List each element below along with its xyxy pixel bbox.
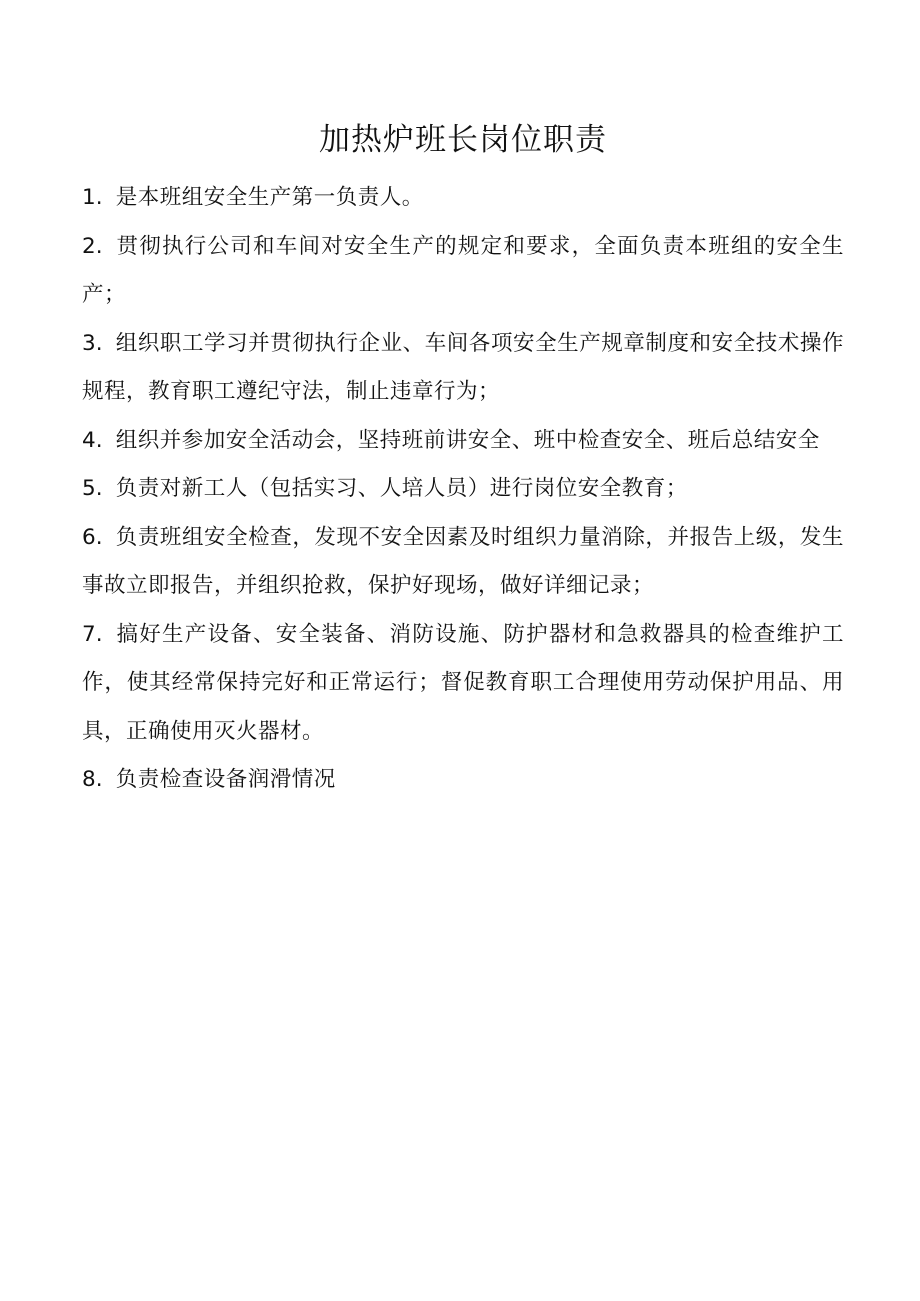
duty-list	[82, 174, 844, 805]
duty-item-number: 6	[82, 524, 96, 550]
duty-item-number: 4	[82, 427, 96, 453]
duty-item-6: 6. 负责班组安全检查，发现不安全因素及时组织力量消除，并报告上级，发生事故立即报告，并组织抢救，保护好现场，做好详细记录；	[82, 524, 844, 598]
duty-item-number: 3	[82, 330, 96, 356]
duty-item-number: 8	[82, 767, 96, 792]
duty-item-text: 是本班组安全生产第一负责人。	[115, 185, 424, 210]
duty-item-2: 2. 贯彻执行公司和车间对安全生产的规定和要求，全面负责本班组的安全生产；	[82, 233, 844, 307]
duty-item-number: 5	[82, 476, 96, 501]
duty-item-number: 2	[82, 233, 96, 259]
duty-item-text: 负责班组安全检查，发现不安全因素及时组织力量消除，并报告上级，发生事故立即报告，并组织抢救，保护好现场，做好详细记录；	[82, 524, 844, 598]
duty-item-7: 7. 搞好生产设备、安全装备、消防设施、防护器材和急救器具的检查维护工作，使其经常保持完好和正常运行；督促教育职工合理使用劳动保护用品、用具，正确使用灭火器材。	[82, 621, 844, 744]
duty-item-text: 负责检查设备润滑情况	[115, 767, 336, 792]
duty-item-4: 4. 组织并参加安全活动会，坚持班前讲安全、班中检查安全、班后总结安全	[82, 427, 820, 453]
duty-item-number: 7	[82, 621, 96, 647]
duty-item-5: 5. 负责对新工人（包括实习、人培人员）进行岗位安全教育；	[82, 476, 688, 501]
duty-item-3: 3. 组织职工学习并贯彻执行企业、车间各项安全生产规章制度和安全技术操作规程，教育职工遵纪守法，制止违章行为；	[82, 330, 844, 404]
duty-item-text: 组织职工学习并贯彻执行企业、车间各项安全生产规章制度和安全技术操作规程，教育职工遵纪守法，制止违章行为；	[82, 330, 844, 404]
duty-item-text: 负责对新工人（包括实习、人培人员）进行岗位安全教育；	[115, 476, 688, 501]
duty-item-8: 8. 负责检查设备润滑情况	[82, 767, 336, 792]
duty-item-text: 组织并参加安全活动会，坚持班前讲安全、班中检查安全、班后总结安全	[115, 427, 820, 453]
duty-item-1: 1. 是本班组安全生产第一负责人。	[82, 185, 424, 210]
duty-item-text: 贯彻执行公司和车间对安全生产的规定和要求，全面负责本班组的安全生产；	[82, 233, 844, 307]
duty-item-text: 搞好生产设备、安全装备、消防设施、防护器材和急救器具的检查维护工作，使其经常保持完好和正常运行；督促教育职工合理使用劳动保护用品、用具，正确使用灭火器材。	[82, 621, 844, 744]
document-title: 加热炉班长岗位职责	[319, 122, 607, 158]
duty-item-number: 1	[82, 185, 96, 210]
